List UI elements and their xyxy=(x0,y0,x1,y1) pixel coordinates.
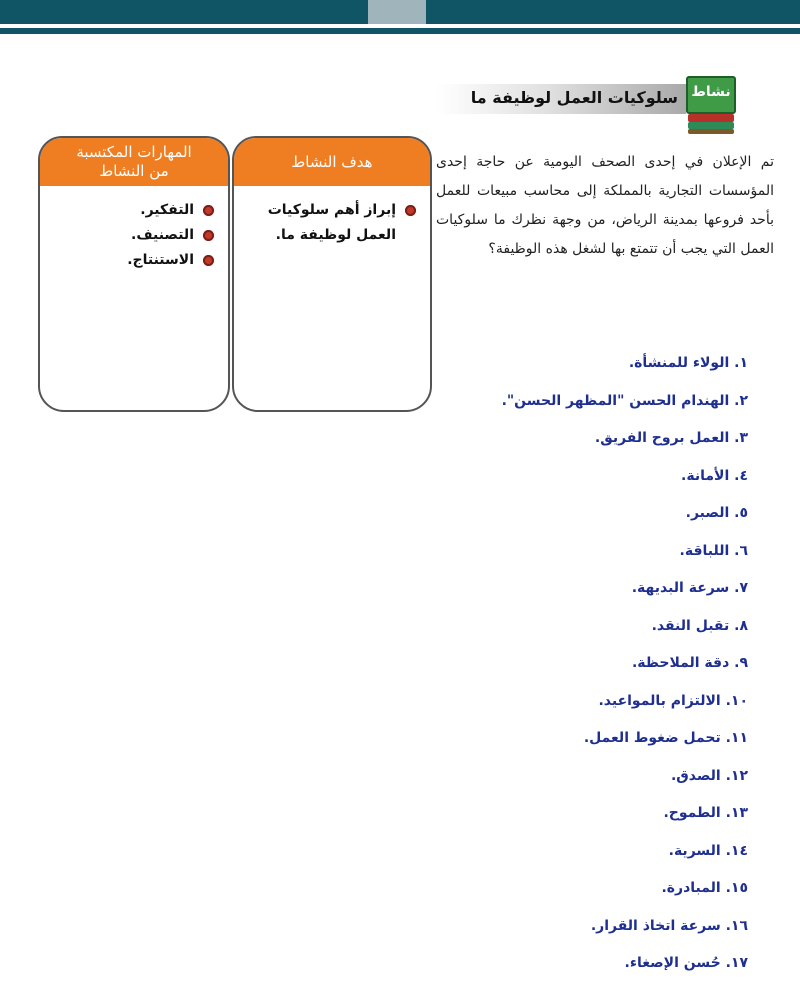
goal-box-title: هدف النشاط xyxy=(291,152,373,171)
behavior-item: ٢. الهندام الحسن "المظهر الحسن". xyxy=(501,392,748,409)
behavior-item: ٩. دقة الملاحظة. xyxy=(631,655,748,671)
activity-badge: نشاط xyxy=(691,84,731,100)
skill-item: التفكير. xyxy=(50,198,214,223)
behavior-item: ٦. اللباقة. xyxy=(679,542,748,559)
behavior-item: ١٣. الطموح. xyxy=(663,805,748,821)
top-bar-tab xyxy=(368,0,426,24)
behavior-item: ٤. الأمانة. xyxy=(681,467,748,484)
bullet-icon xyxy=(203,230,214,241)
behavior-item: ٧. سرعة البديهة. xyxy=(631,580,748,596)
skills-box-title-2: من النشاط xyxy=(99,162,169,180)
top-divider xyxy=(0,28,800,34)
top-bar xyxy=(0,0,800,24)
intro-text: تم الإعلان في إحدى الصحف اليومية عن حاجة إحدى المؤسسات التجارية بالمملكة إلى محاسب مبيعات للعمل بأحد فروعها بمدينة الرياض، من وجهة نظرك ما سلوكيات العمل التي يجب أن تتمتع بها لشغل هذه الوظيفة؟ xyxy=(436,154,774,257)
behavior-item: ١٤. السرية. xyxy=(668,842,748,859)
behavior-item: ١١. تحمل ضغوط العمل. xyxy=(583,730,748,746)
behavior-item: ١٢. الصدق. xyxy=(670,767,748,784)
activity-title: سلوكيات العمل لوظيفة ما xyxy=(470,88,678,107)
goal-item: إبراز أهم سلوكيات العمل لوظيفة ما. xyxy=(244,198,416,248)
skill-item: الاستنتاج. xyxy=(50,248,214,273)
behavior-item: ٨. تقبل النقد. xyxy=(651,617,748,634)
behavior-item: ١. الولاء للمنشأة. xyxy=(628,355,748,371)
goal-list xyxy=(244,198,416,248)
skills-box-title-1: المهارات المكتسبة xyxy=(76,143,192,161)
behavior-item: ٥. الصبر. xyxy=(685,505,748,521)
goal-box-header xyxy=(234,138,430,186)
bullet-icon xyxy=(405,205,416,216)
bullet-icon xyxy=(203,205,214,216)
skills-box-header xyxy=(40,138,228,186)
skill-item: التصنيف. xyxy=(50,223,214,248)
behavior-item: ١٦. سرعة اتخاذ القرار. xyxy=(590,917,748,934)
activity-header xyxy=(436,76,736,122)
bullet-icon xyxy=(203,255,214,266)
books-icon xyxy=(686,76,738,132)
skills-box xyxy=(38,136,230,412)
behavior-item: ١٥. المبادرة. xyxy=(661,880,748,896)
skills-list xyxy=(50,198,214,273)
intro-paragraph xyxy=(436,148,774,264)
behavior-item: ٣. العمل بروح الفريق. xyxy=(594,430,748,446)
behavior-item: ١٧. حُسن الإصغاء. xyxy=(624,955,748,971)
behaviors-list xyxy=(348,355,748,993)
behavior-item: ١٠. الالتزام بالمواعيد. xyxy=(598,692,748,709)
